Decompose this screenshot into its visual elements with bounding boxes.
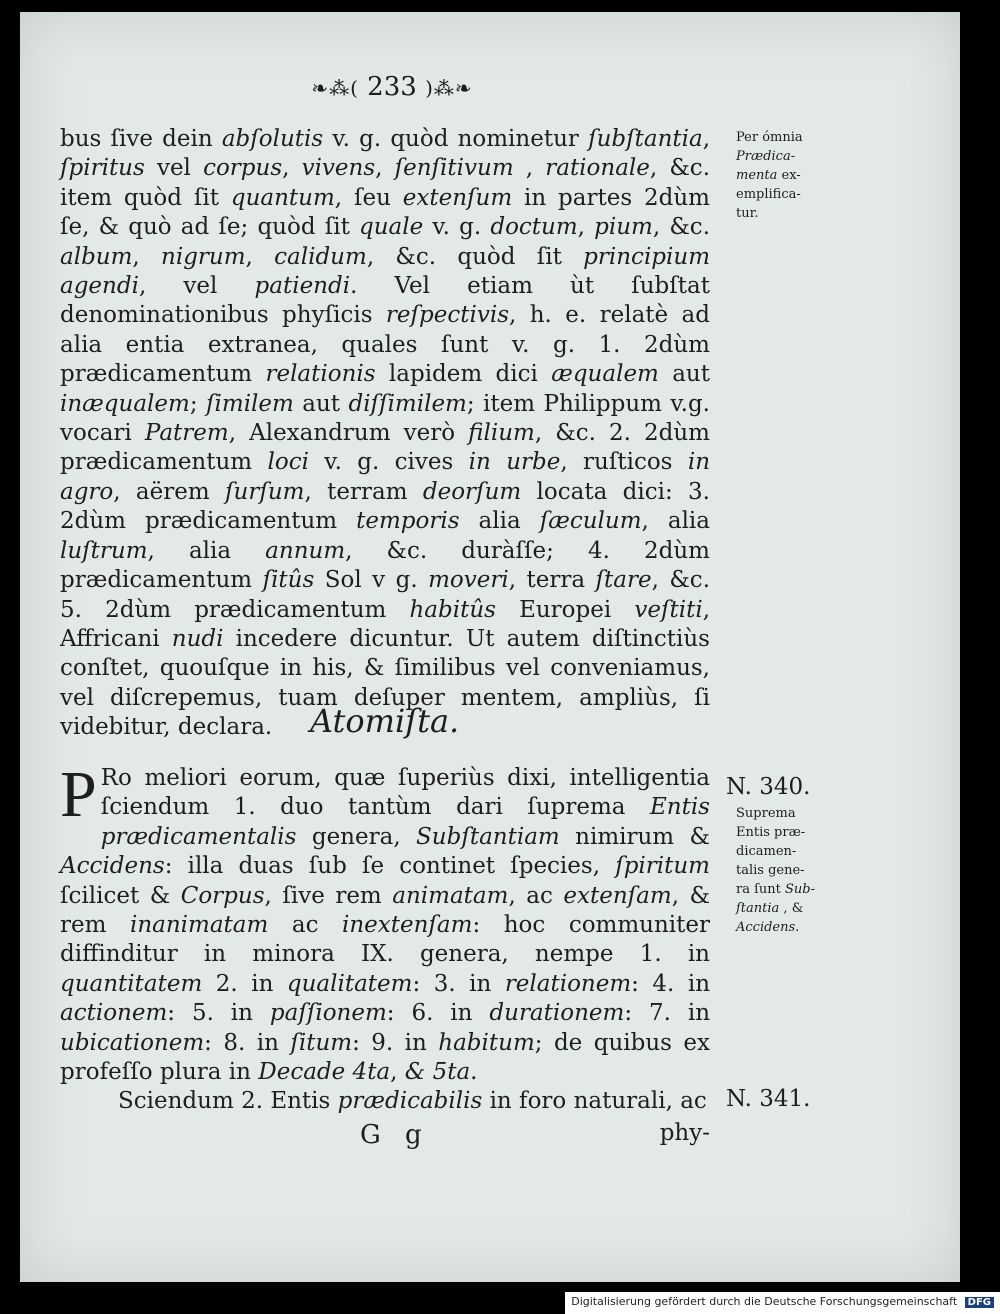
margin-number-340: N. 340. bbox=[726, 774, 811, 800]
book-page bbox=[20, 12, 960, 1282]
signature-mark: G g bbox=[360, 1120, 430, 1150]
ornament-left-icon: ❧⁂( bbox=[311, 76, 359, 100]
page-header bbox=[282, 72, 502, 108]
margin-note-2: Suprema Entis præ- dicamen- talis gene- ra ſunt Sub- ſtantia , & Accidens. bbox=[736, 806, 816, 935]
margin-note-1: Per ómnia Prædica- menta ex- emplifica- tur. bbox=[736, 130, 803, 221]
paragraph-1: bus ſive dein abſolutis v. g. quòd nominetur ſubſtantia, ſpiritus vel corpus, vivens, ſenſitivum , rationale, &c. item quòd ſit quantum, ſeu extenſum in partes 2dùm ſe, & quò ad ſe; quòd ſit quale v. g. doctum, pium, &c. album, nigrum, calidum, &c. quòd ſit principium agendi, vel patiendi. Vel etiam ùt ſubſtat denominationibus phyſicis reſpectivis, h. e. relatè ad alia entia extranea, quales ſunt v. g. 1. 2dùm prædicamentum relationis lapidem dici æqualem aut inæqualem; ſimilem aut diſſimilem; item Philippum v.g. vocari Patrem, Alexandrum verò filium, &c. 2. 2dùm prædicamentum loci v. g. cives in urbe, ruſticos in agro, aërem ſurſum, terram deorſum locata dici: 3. 2dùm prædicamentum temporis alia ſæculum, alia luſtrum, alia annum, &c. duràſſe; 4. 2dùm prædicamentum ſitûs Sol v g. moveri, terra ſtare, &c. 5. 2dùm prædicamentum habitûs Europei veſtiti, Affricani nudi incedere dicuntur. Ut autem diſtinctiùs conſtet, quouſque in his, & ſimilibus vel conveniamus, vel diſcrepemus, tuam deſuper mentem, ampliùs, ſi videbitur, declara. bbox=[60, 126, 711, 741]
margin-number-341: N. 341. bbox=[726, 1086, 811, 1112]
footer-text: Digitalisierung gefördert durch die Deutsche Forschungsgemeinschaft bbox=[571, 1295, 958, 1308]
section-heading: Atomiſta. bbox=[310, 702, 460, 740]
dfg-logo-icon: DFG bbox=[965, 1297, 994, 1308]
ornament-right-icon: )⁂❧ bbox=[425, 76, 473, 100]
dfg-footer bbox=[565, 1292, 1000, 1314]
drop-cap: P bbox=[60, 758, 97, 831]
paragraph-2-text: Ro meliori eorum, quæ ſuperiùs dixi, intelligentia ſciendum 1. duo tantùm dari ſuprema Entis prædicamentalis genera, Subſtantiam nimirum & Accidens: illa duas ſub ſe continet ſpecies, ſpiritum ſcilicet & Corpus, ſive rem animatam, ac extenſam, & rem inanimatam ac inextenſam: hoc communiter diffinditur in minora IX. genera, nempe 1. in quantitatem 2. in qualitatem: 3. in relationem: 4. in actionem: 5. in paſſionem: 6. in durationem: 7. in ubicationem: 8. in ſitum: 9. in habitum; de quibus ex profeſſo plura in Decade 4ta, & 5ta. bbox=[60, 765, 711, 1086]
catchword: phy- bbox=[659, 1120, 710, 1146]
paragraph-2 bbox=[60, 758, 711, 1087]
paragraph-3: Sciendum 2. Entis prædicabilis in foro naturali, ac bbox=[118, 1088, 707, 1114]
page-number: 233 bbox=[367, 72, 417, 102]
